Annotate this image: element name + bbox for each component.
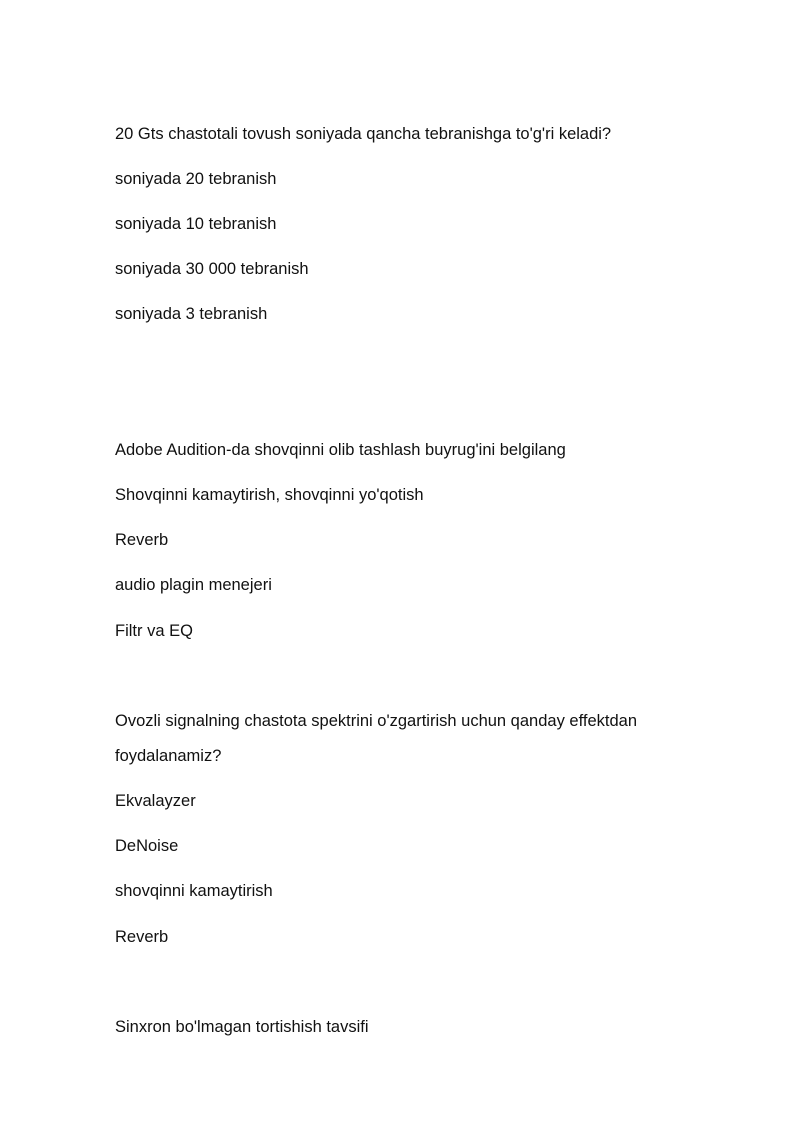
question-3-line-2: foydalanamiz? — [115, 747, 222, 765]
question-3-option-2: DeNoise — [115, 837, 179, 855]
question-2: Adobe Audition-da shovqinni olib tashlash buyrug'ini belgilang — [115, 441, 566, 459]
question-1-option-1: soniyada 20 tebranish — [115, 170, 277, 188]
question-4: Sinxron bo'lmagan tortishish tavsifi — [115, 1018, 369, 1036]
question-1-option-4: soniyada 3 tebranish — [115, 305, 268, 323]
question-2-option-2: Reverb — [115, 531, 169, 549]
question-3-line-1: Ovozli signalning chastota spektrini o'zgartirish uchun qanday effektdan — [115, 712, 637, 730]
question-2-option-3: audio plagin menejeri — [115, 576, 272, 594]
question-2-option-1: Shovqinni kamaytirish, shovqinni yo'qotish — [115, 486, 424, 504]
question-2-option-4: Filtr va EQ — [115, 622, 193, 640]
question-1: 20 Gts chastotali tovush soniyada qancha tebranishga to'g'ri keladi? — [115, 125, 612, 143]
question-3-option-1: Ekvalayzer — [115, 792, 196, 810]
question-1-option-2: soniyada 10 tebranish — [115, 215, 277, 233]
question-3-option-3: shovqinni kamaytirish — [115, 882, 273, 900]
question-3-option-4: Reverb — [115, 928, 169, 946]
question-1-option-3: soniyada 30 000 tebranish — [115, 260, 309, 278]
